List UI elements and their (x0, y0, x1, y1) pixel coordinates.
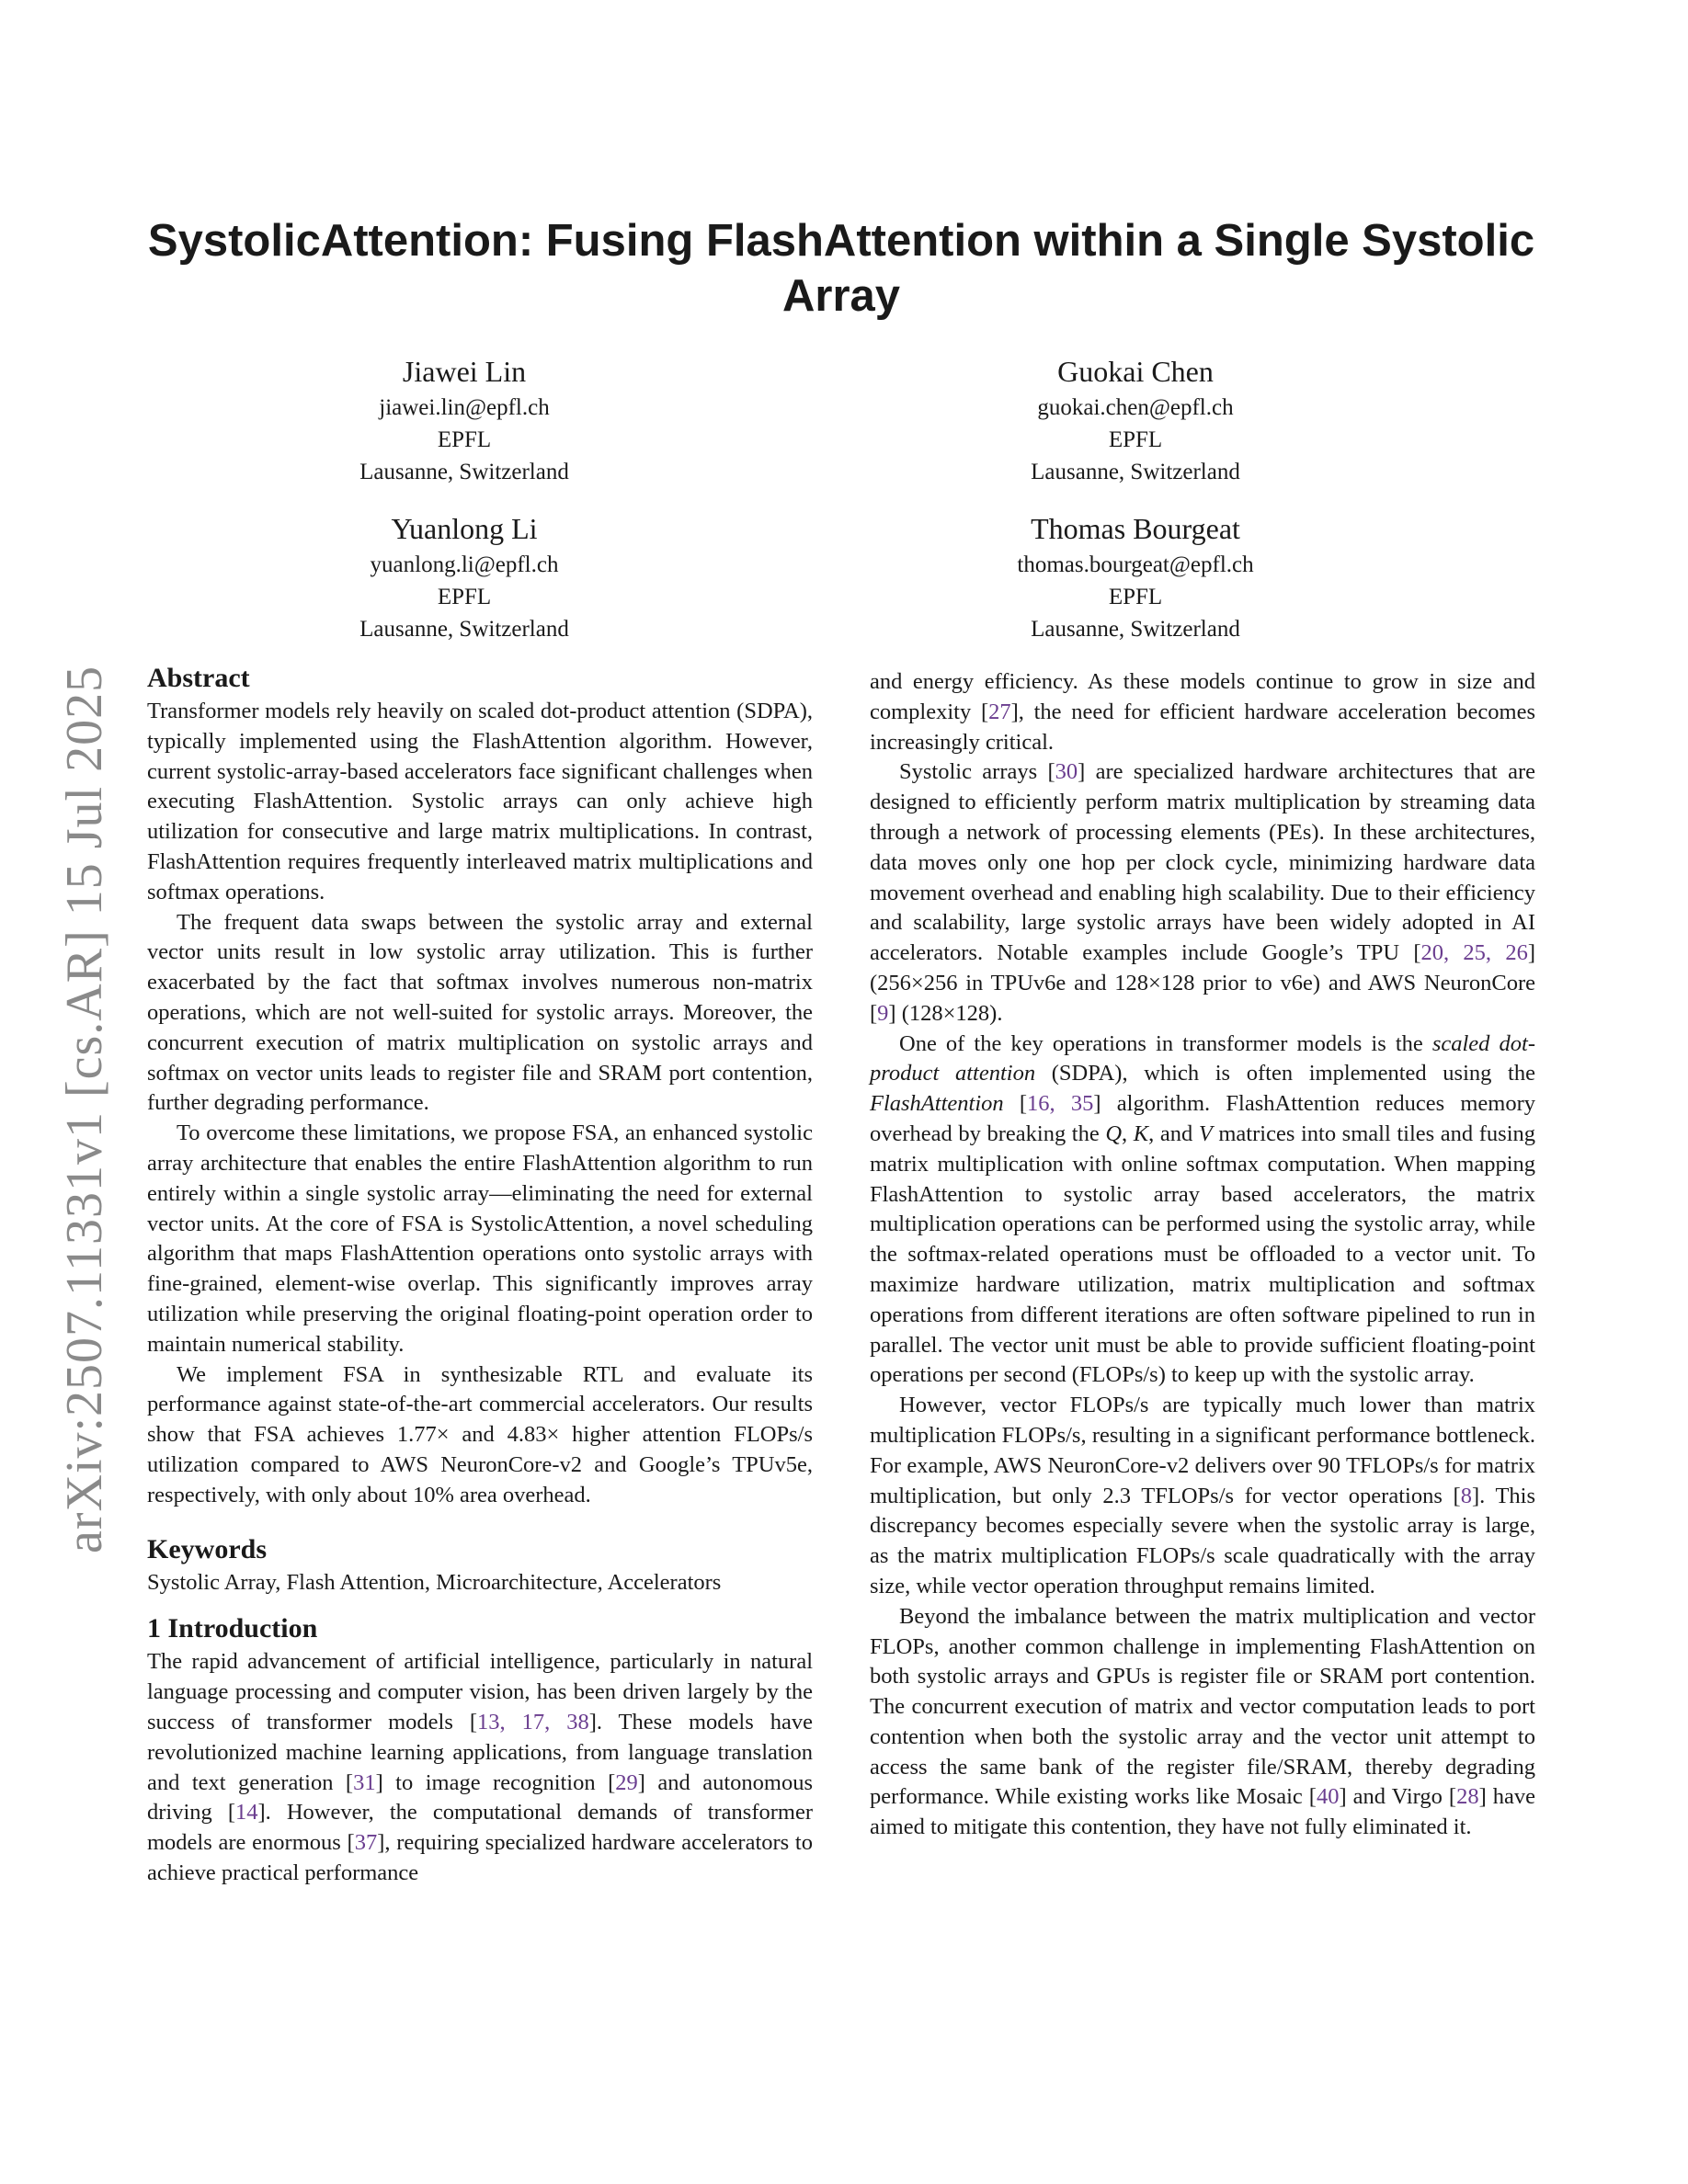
author-location: Lausanne, Switzerland (359, 617, 569, 642)
author-location: Lausanne, Switzerland (1031, 617, 1240, 642)
author-email[interactable]: thomas.bourgeat@epfl.ch (1017, 552, 1254, 577)
citation-link[interactable]: 28 (1456, 1784, 1479, 1810)
author-affiliation: EPFL (1108, 427, 1163, 452)
author-name: Guokai Chen (1057, 355, 1214, 388)
citation-link[interactable]: 20, 25, 26 (1420, 940, 1528, 966)
citation-link[interactable]: 29 (615, 1769, 638, 1795)
intro-paragraph: The rapid advancement of artificial intelligence, particularly in natural language processing and computer vision, has been driven largely by the success of transformer models [13, 17, 38]. These models have revolutionized machine learning applications, from language translation and text generation [31] to image recognition [29] and autonomous driving [14]. However, the computational demands of transformer models are enormous [37], requiring specialized hardware accelerators to achieve practical performance (147, 1649, 813, 1885)
citation-link[interactable]: 13, 17, 38 (477, 1709, 589, 1735)
author-name: Jiawei Lin (402, 355, 527, 388)
citation-link[interactable]: 14 (235, 1800, 258, 1826)
intro-paragraph: However, vector FLOPs/s are typically much lower than matrix multiplication FLOPs/s, resulting in a significant performance bottleneck. For example, AWS NeuronCore-v2 delivers over 90 TFLOPs/s for matrix multiplication, but only 2.3 TFLOPs/s for vector operations [8]. This discrepancy becomes especially severe when the systolic array is large, as the matrix multiplication FLOPs/s scale quadratically with the array size, while vector operation throughput remains limited. (870, 1393, 1535, 1598)
abstract-heading: Abstract (147, 663, 250, 693)
author-location: Lausanne, Switzerland (359, 460, 569, 484)
author-name: Yuanlong Li (391, 512, 538, 545)
arxiv-identifier: arXiv:2507.11331v1 [cs.AR] 15 Jul 2025 (56, 665, 113, 1553)
citation-link[interactable]: 27 (988, 699, 1011, 724)
author-affiliation: EPFL (1108, 585, 1163, 609)
abstract-paragraph: The frequent data swaps between the systolic array and external vector units result in low systolic array utilization. This is further exacerbated by the fact that softmax involves numerous non-matrix operations, which are not well-suited for systolic arrays. Moreover, the concurrent execution of matrix multiplication on systolic arrays and softmax on vector units leads to register file and SRAM port contention, further degrading performance. (147, 909, 813, 1116)
keywords-text: Systolic Array, Flash Attention, Microarchitecture, Accelerators (147, 1569, 722, 1595)
citation-link[interactable]: 16, 35 (1027, 1091, 1094, 1117)
intro-paragraph: Systolic arrays [30] are specialized hardware architectures that are designed to efficiently perform matrix multiplication by streaming data through a network of processing elements (PEs). In these architectures, data moves only one hop per clock cycle, minimizing hardware data movement overhead and enabling high scalability. Due to their efficiency and scalability, large systolic arrays have been widely adopted in AI accelerators. Notable examples include Google’s TPU [20, 25, 26] (256×256 in TPUv6e and 128×128 prior to v6e) and AWS NeuronCore [9] (128×128). (870, 759, 1536, 1026)
keywords-heading: Keywords (147, 1533, 267, 1564)
author-email[interactable]: jiawei.lin@epfl.ch (379, 395, 550, 420)
author-name: Thomas Bourgeat (1031, 512, 1240, 545)
introduction-heading: 1 Introduction (147, 1613, 318, 1644)
author-email[interactable]: guokai.chen@epfl.ch (1037, 395, 1234, 420)
paper-title: SystolicAttention: Fusing FlashAttention within a Single Systolic Array (147, 216, 1535, 321)
citation-link[interactable]: 31 (353, 1769, 376, 1795)
citation-link[interactable]: 40 (1316, 1784, 1340, 1810)
author-location: Lausanne, Switzerland (1031, 460, 1240, 484)
citation-link[interactable]: 37 (354, 1830, 378, 1856)
citation-link[interactable]: 30 (1055, 759, 1078, 785)
citation-link[interactable]: 9 (877, 1000, 889, 1026)
citation-link[interactable]: 8 (1460, 1483, 1472, 1508)
intro-paragraph: and energy efficiency. As these models continue to grow in size and complexity [27], the need for efficient hardware acceleration becomes increasingly critical. (870, 669, 1535, 755)
abstract-paragraph: We implement FSA in synthesizable RTL and evaluate its performance against state-of-the-art commercial accelerators. Our results show that FSA achieves 1.77× and 4.83× higher attention FLOPs/s utilization compared to AWS NeuronCore-v2 and Google’s TPUv5e, respectively, with only about 10% area overhead. (147, 1361, 813, 1507)
right-column (870, 667, 1535, 1843)
author-email[interactable]: yuanlong.li@epfl.ch (370, 552, 559, 577)
intro-paragraph: Beyond the imbalance between the matrix multiplication and vector FLOPs, another common challenge in implementing FlashAttention on both systolic arrays and GPUs is register file or SRAM port contention. The concurrent execution of matrix and vector computation leads to port contention when both the systolic array and the vector unit attempt to access the same bank of the register file/SRAM, thereby degrading performance. While existing works like Mosaic [40] and Virgo [28] have aimed to mitigate this contention, they have not fully eliminated it. (870, 1603, 1535, 1840)
abstract-paragraph: To overcome these limitations, we propose FSA, an enhanced systolic array architecture that enables the entire FlashAttention algorithm to run entirely within a single systolic array—eliminating the need for external vector units. At the core of FSA is SystolicAttention, a novel scheduling algorithm that maps FlashAttention operations onto systolic arrays with fine-grained, element-wise overlap. This significantly improves array utilization while preserving the original floating-point operation order to maintain numerical stability. (147, 1120, 813, 1357)
abstract-paragraph: Transformer models rely heavily on scaled dot-product attention (SDPA), typically implemented using the FlashAttention algorithm. However, current systolic-array-based accelerators face significant challenges when executing FlashAttention. Systolic arrays can only achieve high utilization for consecutive and large matrix multiplications. In contrast, FlashAttention requires frequently interleaved matrix multiplications and softmax operations. (147, 699, 813, 904)
author-affiliation: EPFL (437, 427, 492, 452)
left-column (147, 660, 813, 1889)
intro-paragraph: One of the key operations in transformer models is the scaled dot-product attention (SDPA), which is often implemented using the FlashAttention [16, 35] algorithm. FlashAttention reduces memory overhead by breaking the Q, K, and V matrices into small tiles and fusing matrix multiplication with online softmax computation. When mapping FlashAttention to systolic array based accelerators, the matrix multiplication operations can be performed using the systolic array, while the softmax-related operations must be offloaded to a vector unit. To maximize hardware utilization, matrix multiplication and softmax operations from different iterations are often software pipelined to run in parallel. The vector unit must be able to provide sufficient floating-point operations per second (FLOPs/s) to keep up with the systolic array. (870, 1030, 1536, 1388)
author-block (262, 351, 667, 488)
author-block (933, 351, 1338, 488)
author-block (262, 508, 667, 645)
author-affiliation: EPFL (437, 585, 492, 609)
author-block (933, 508, 1338, 645)
